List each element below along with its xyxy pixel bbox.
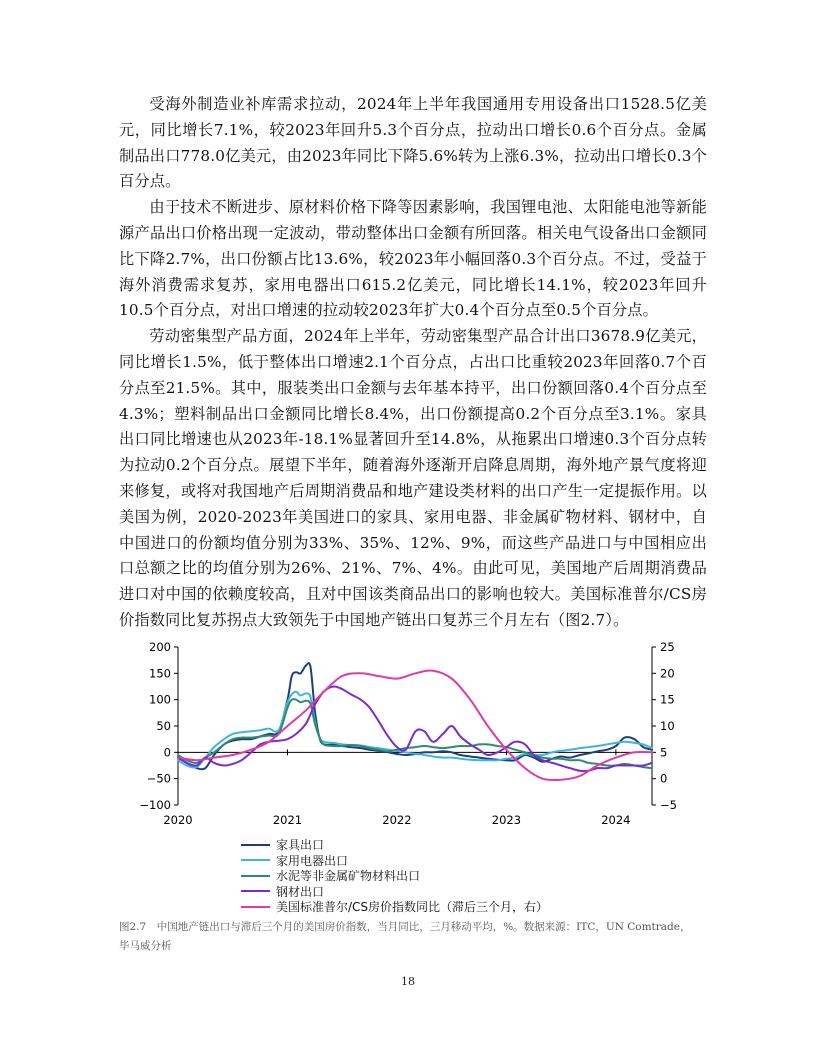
right-tick-label: 10 [660, 719, 675, 733]
chart-canvas [135, 632, 695, 844]
legend-swatch [241, 890, 270, 892]
left-tick-label: 50 [156, 719, 171, 733]
body-text [119, 92, 707, 634]
x-tick-label: 2024 [601, 813, 631, 827]
x-tick-label: 2020 [163, 813, 193, 827]
series-line-steel [178, 686, 652, 771]
right-tick-label: 0 [660, 771, 668, 786]
x-tick-label: 2021 [272, 813, 303, 827]
series-line-us-house-price [178, 670, 652, 780]
paragraph-labor-intensive: 劳动密集型产品方面，2024年上半年，劳动密集型产品合计出口3678.9亿美元，同比增长1.5%，低于整体出口增速2.1个百分点，占出口比重较2023年回落0.7个百分点至21.5%。其中，服装类出口金额与去年基本持平，出口份额回落0.4个百分点至4.3%；塑料制品出口金额同比增长8.4%，出口份额提高0.2个百分点至3.1%。家具出口同比增速也从2023年-18.1%显著回升至14.8%，从拖累出口增速0.3个百分点转为拉动0.2个百分点。展望下半年，随着海外逐渐开启降息周期，海外地产景气度将迎来修复，或将对我国地产后周期消费品和地产建设类材料的出口产生一定提振作用。以美国为例，2020-2023年美国进口的家具、家用电器、非金属矿物材料、钢材中，自中国进口的份额均值分别为33%、35%、12%、9%，而这些产品进口与中国相应出口总额之比的均值分别为26%、21%、7%、4%。由此可见，美国地产后周期消费品进口对中国的依赖度较高，且对中国该类商品出口的影响也较大。美国标准普尔/CS房价指数同比复苏拐点大致领先于中国地产链出口复苏三个月左右（图2.7）。 [119, 327, 707, 629]
left-tick-label: 200 [149, 640, 171, 654]
right-tick-label: 20 [660, 666, 675, 681]
left-tick-label: 150 [149, 666, 171, 681]
x-tick-label: 2023 [491, 813, 522, 827]
legend-swatch [241, 859, 270, 861]
right-tick-label: 5 [660, 745, 668, 760]
legend-label: 钢材出口 [276, 884, 325, 899]
page-number: 18 [401, 975, 415, 988]
paragraph-equipment-exports: 受海外制造业补库需求拉动，2024年上半年我国通用专用设备出口1528.5亿美元，同比增长7.1%，较2023年回升5.3个百分点，拉动出口增长0.6个百分点。金属制品出口778.0亿美元，由2023年同比下降5.6%转为上涨6.3%，拉动出口增长0.3个百分点。 [119, 95, 707, 191]
series-line-appliances [178, 692, 652, 768]
paragraph-new-energy-appliances: 由于技术不断进步、原材料价格下降等因素影响，我国锂电池、太阳能电池等新能源产品出口价格出现一定波动，带动整体出口金额有所回落。相关电气设备出口金额同比下降2.7%，出口份额占比13.6%，较2023年小幅回落0.3个百分点。不过，受益于海外消费需求复苏，家用电器出口615.2亿美元，同比增长14.1%，较2023年回升10.5个百分点，对出口增速的拉动较2023年扩大0.4个百分点至0.5个百分点。 [119, 198, 707, 320]
legend-label: 美国标准普尔/CS房价指数同比（滞后三个月，右） [276, 900, 549, 915]
legend-item-steel [241, 884, 601, 900]
line-chart [135, 632, 695, 844]
legend-swatch [241, 906, 270, 908]
left-tick-label: 100 [149, 692, 171, 707]
chart-legend [241, 837, 601, 915]
legend-swatch [241, 844, 270, 846]
legend-swatch [241, 875, 270, 877]
right-tick-label: 15 [660, 692, 675, 707]
right-tick-label: 25 [660, 640, 675, 654]
legend-item-furniture [241, 837, 601, 853]
left-tick-label: −50 [146, 771, 171, 786]
left-tick-label: −100 [139, 798, 171, 812]
legend-label: 家用电器出口 [276, 853, 349, 868]
legend-item-us-house-price [241, 899, 601, 915]
legend-label: 家具出口 [276, 838, 325, 853]
legend-item-appliances [241, 853, 601, 869]
figure-caption: 图2.7 中国地产链出口与滞后三个月的美国房价指数，当月同比，三月移动平均，%。数据来源：ITC，UN Comtrade，毕马威分析 [119, 921, 691, 952]
legend-label: 水泥等非金属矿物材料出口 [276, 869, 421, 884]
x-tick-label: 2022 [382, 813, 412, 827]
right-tick-label: −5 [660, 798, 677, 812]
legend-item-nonmetal-minerals [241, 868, 601, 884]
left-tick-label: 0 [163, 745, 171, 760]
